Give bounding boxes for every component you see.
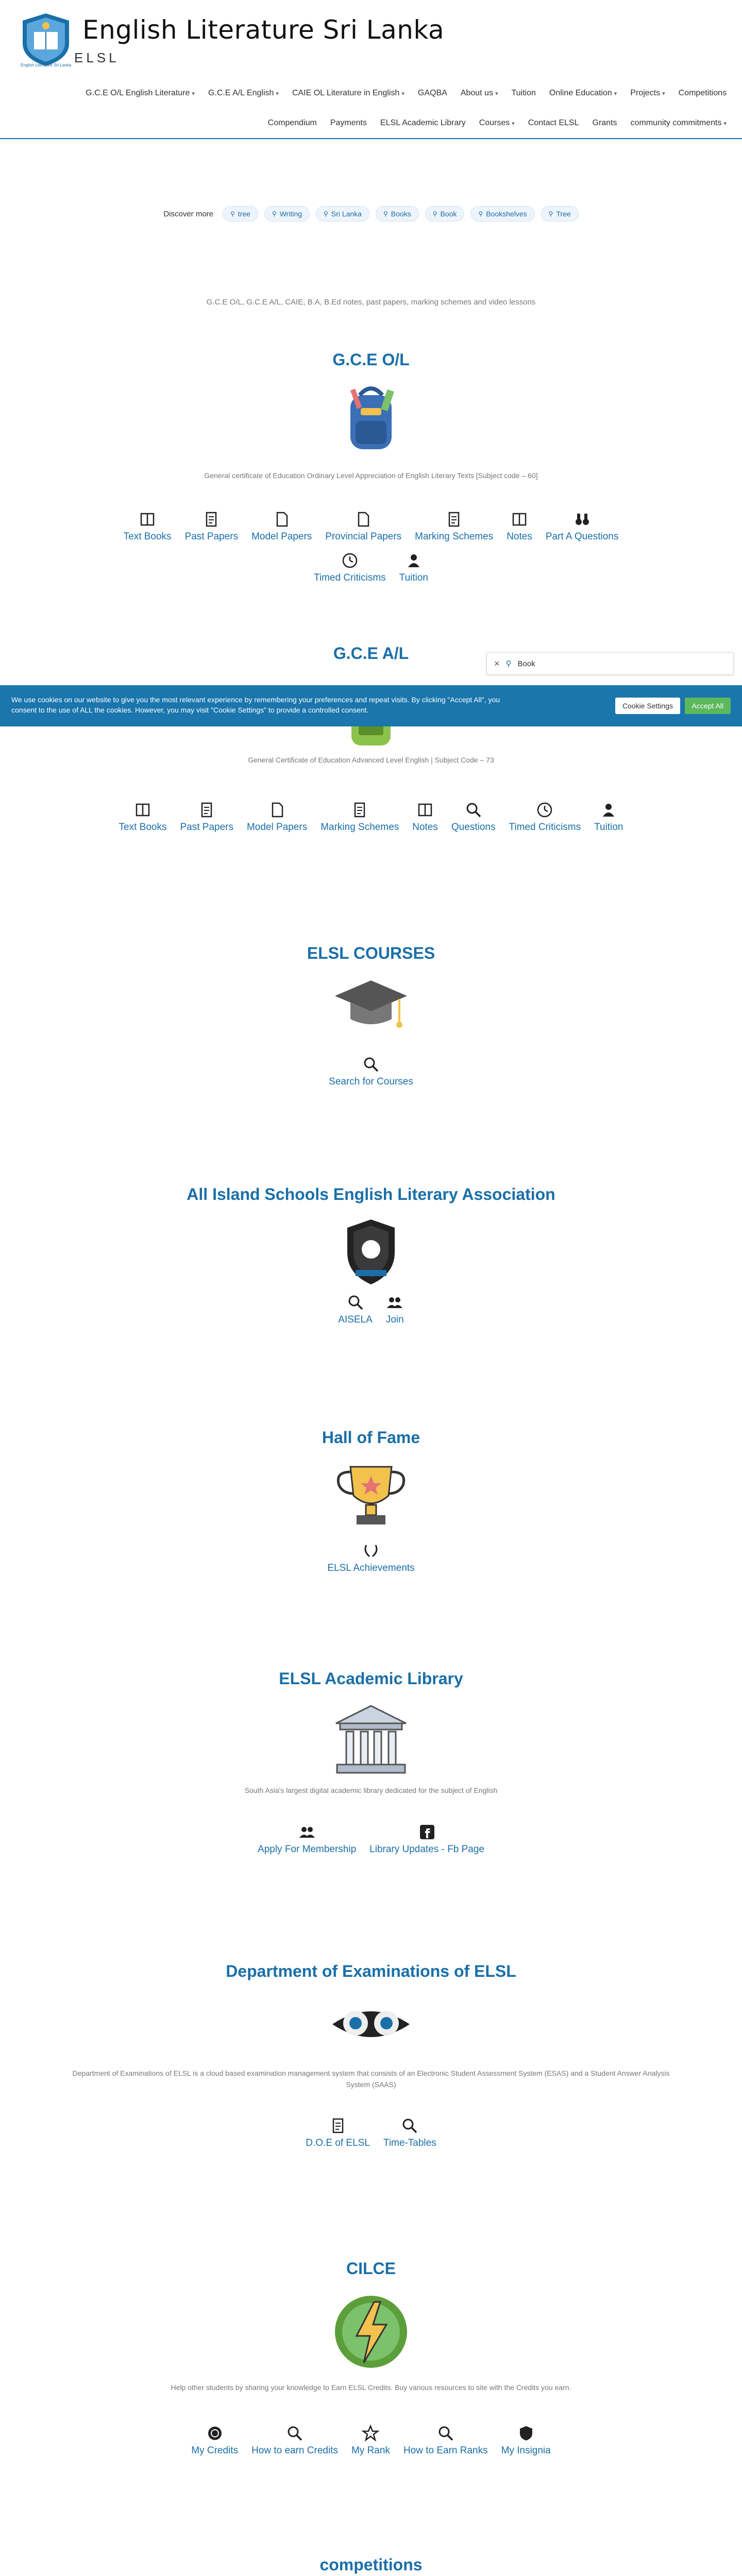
nav-item-label: community commitments bbox=[630, 118, 722, 127]
link-label: How to earn Credits bbox=[251, 2445, 338, 2456]
nav-item-g-c-e-o-l-english-literature[interactable] bbox=[86, 89, 195, 98]
close-icon[interactable]: × bbox=[494, 658, 500, 669]
nav-item-label: GAQBA bbox=[417, 89, 447, 97]
link-model-papers[interactable] bbox=[247, 801, 307, 833]
link-label: Past Papers bbox=[180, 822, 233, 833]
discover-pill-label: Bookshelves bbox=[486, 210, 527, 218]
section-gce-al bbox=[0, 644, 742, 833]
nav-item-label: Courses bbox=[479, 118, 510, 127]
link-notes[interactable] bbox=[412, 801, 438, 833]
search-icon: ⚲ bbox=[272, 210, 277, 217]
cookie-banner bbox=[0, 685, 742, 726]
link-label: Tuition bbox=[399, 572, 428, 583]
link-model-papers[interactable] bbox=[251, 511, 312, 543]
discover-pill[interactable] bbox=[316, 206, 369, 222]
link-label: Tuition bbox=[594, 822, 623, 833]
nav-item-compendium[interactable] bbox=[268, 118, 317, 128]
chevron-down-icon: ▾ bbox=[614, 90, 617, 97]
section-desc: General Certificate of Education Advanced Level English | Subject Code – 73 bbox=[248, 756, 494, 764]
binoc-icon bbox=[574, 511, 591, 528]
shield-icon bbox=[517, 2425, 535, 2442]
link-tuition[interactable] bbox=[399, 552, 428, 584]
book-icon bbox=[134, 801, 151, 819]
nav-item-label: ELSL Academic Library bbox=[380, 118, 466, 127]
section-desc: Department of Examinations of ELSL is a cloud based examination management system that consists of an Electronic Student Assessment System (ESAS) and a Student Answer Analysis System (SAAS) bbox=[72, 2069, 670, 2089]
paper-icon bbox=[203, 511, 220, 528]
link-label: D.O.E of ELSL bbox=[306, 2138, 370, 2148]
coin-icon bbox=[206, 2425, 224, 2442]
search-icon: ⚲ bbox=[432, 210, 437, 217]
paper-icon bbox=[329, 2117, 347, 2134]
discover-pill[interactable] bbox=[376, 206, 419, 222]
link-search-for-courses[interactable] bbox=[329, 1056, 413, 1088]
section-gce-ol bbox=[0, 350, 742, 584]
chevron-down-icon: ▾ bbox=[192, 90, 195, 97]
link-label: Join bbox=[385, 1314, 404, 1325]
link-questions[interactable] bbox=[451, 801, 496, 833]
gce-ol-links bbox=[88, 511, 654, 584]
aisela-links bbox=[0, 1294, 742, 1326]
discover-more-top bbox=[0, 206, 742, 222]
nav-item-payments[interactable] bbox=[330, 118, 367, 128]
link-label: Apply For Membership bbox=[258, 1844, 357, 1855]
paper-icon bbox=[198, 801, 215, 819]
link-label: ELSL Achievements bbox=[327, 1563, 415, 1573]
link-label: Past Papers bbox=[184, 531, 239, 542]
nav-item-label: CAIE OL Literature in English bbox=[292, 89, 400, 97]
gce-al-links bbox=[0, 801, 742, 833]
discover-pill[interactable] bbox=[470, 206, 534, 222]
search-icon bbox=[362, 1056, 380, 1073]
link-past-papers[interactable] bbox=[180, 801, 233, 833]
link-my-insignia[interactable] bbox=[501, 2425, 551, 2456]
book-icon bbox=[139, 511, 156, 528]
book-icon bbox=[511, 511, 528, 528]
nav-item-contact-elsl[interactable] bbox=[528, 118, 579, 128]
link-label: Text Books bbox=[123, 531, 172, 542]
link-text-books[interactable] bbox=[119, 801, 167, 833]
link-part-a-questions[interactable] bbox=[546, 511, 619, 543]
doe-links bbox=[0, 2117, 742, 2149]
link-apply-for-membership[interactable] bbox=[258, 1823, 356, 1855]
discover-pill-label: Writing bbox=[279, 210, 302, 218]
link-label: Notes bbox=[412, 822, 438, 833]
discover-pill-label: tree bbox=[238, 210, 250, 218]
nav-item-about-us[interactable] bbox=[461, 89, 498, 98]
search-icon: ⚲ bbox=[230, 210, 235, 217]
link-marking-schemes[interactable] bbox=[321, 801, 399, 833]
paper-icon bbox=[351, 801, 368, 819]
search-chip-text: Book bbox=[517, 659, 535, 668]
section-competitions bbox=[0, 2555, 742, 2576]
discover-more-label: Discover more bbox=[163, 209, 213, 218]
nav-item-label: G.C.E O/L English Literature bbox=[86, 89, 190, 97]
search-icon bbox=[437, 2425, 454, 2442]
link-marking-schemes[interactable] bbox=[415, 511, 493, 543]
discover-pill-label: Books bbox=[391, 210, 411, 218]
site-header bbox=[0, 0, 742, 139]
chevron-down-icon: ▾ bbox=[495, 90, 498, 97]
section-title: Hall of Fame bbox=[322, 1428, 420, 1447]
chevron-down-icon: ▾ bbox=[662, 90, 665, 97]
link-past-papers[interactable] bbox=[185, 511, 239, 543]
cookie-settings-button[interactable]: Cookie Settings bbox=[615, 698, 680, 714]
nav-item-label: Contact ELSL bbox=[528, 118, 579, 127]
nav-item-courses[interactable] bbox=[479, 118, 515, 128]
discover-pill-label: Book bbox=[440, 210, 457, 218]
courses-links bbox=[0, 1056, 742, 1088]
link-tuition[interactable] bbox=[594, 801, 623, 833]
link-label: How to Earn Ranks bbox=[403, 2445, 488, 2456]
section-desc: South Asia's largest digital academic library dedicated for the subject of English bbox=[244, 1786, 498, 1794]
header-divider bbox=[0, 138, 742, 139]
chevron-down-icon: ▾ bbox=[512, 120, 515, 127]
nav-item-label: About us bbox=[460, 89, 493, 97]
nav-item-label: Compendium bbox=[267, 118, 317, 127]
star-icon bbox=[362, 2425, 379, 2442]
section-hall-of-fame bbox=[0, 1428, 742, 1574]
discover-pill[interactable] bbox=[223, 206, 258, 222]
laurel-icon bbox=[362, 1542, 380, 1560]
link-timed-criticisms[interactable] bbox=[509, 801, 581, 833]
nav-item-community-commitments[interactable] bbox=[631, 118, 727, 128]
clock-icon bbox=[536, 801, 553, 819]
link-notes[interactable] bbox=[507, 511, 532, 543]
search-icon: ⚲ bbox=[478, 210, 483, 217]
link-label: Model Papers bbox=[246, 822, 308, 833]
section-title: All Island Schools English Literary Association bbox=[187, 1185, 555, 1204]
discover-pill-label: Sri Lanka bbox=[331, 210, 362, 218]
link-my-rank[interactable] bbox=[351, 2425, 390, 2456]
users-icon bbox=[386, 1294, 403, 1311]
chevron-down-icon: ▾ bbox=[276, 90, 279, 97]
section-desc: Help other students by sharing your knowledge to Earn ELSL Credits. Buy various resources to site with the Credits you earn. bbox=[171, 2383, 571, 2392]
owl-eyes-icon bbox=[327, 1993, 415, 2055]
section-title: ELSL COURSES bbox=[307, 944, 435, 962]
section-doe bbox=[0, 1962, 742, 2149]
nav-item-label: Tuition bbox=[511, 89, 536, 97]
person-icon bbox=[600, 801, 617, 819]
link-label: Marking Schemes bbox=[415, 531, 494, 542]
link-label: Questions bbox=[451, 822, 496, 833]
section-cilce bbox=[0, 2259, 742, 2456]
primary-nav bbox=[86, 89, 727, 98]
nav-item-online-education[interactable] bbox=[549, 89, 617, 98]
site-subtitle: ELSL bbox=[74, 49, 120, 65]
link-elsl-achievements[interactable] bbox=[327, 1542, 414, 1574]
doc-icon bbox=[355, 511, 372, 528]
link-label: Marking Schemes bbox=[321, 822, 399, 833]
accept-all-button[interactable]: Accept All bbox=[685, 698, 731, 714]
section-title: CILCE bbox=[346, 2259, 396, 2278]
search-icon: ⚲ bbox=[548, 210, 553, 217]
link-how-to-earn-credits[interactable] bbox=[251, 2425, 338, 2456]
nav-item-tuition[interactable] bbox=[511, 89, 535, 98]
link-how-to-earn-ranks[interactable] bbox=[403, 2425, 488, 2456]
site-title[interactable]: English Literature Sri Lanka bbox=[82, 14, 445, 45]
search-icon: ⚲ bbox=[383, 210, 388, 217]
search-icon bbox=[347, 1294, 364, 1311]
search-icon bbox=[286, 2425, 303, 2442]
section-title: G.C.E O/L bbox=[332, 350, 410, 369]
section-library bbox=[0, 1669, 742, 1855]
nav-item-label: Grants bbox=[592, 118, 617, 127]
nav-item-label: Online Education bbox=[549, 89, 612, 97]
link-label: Provincial Papers bbox=[325, 531, 402, 542]
link-d-o-e-of-elsl[interactable] bbox=[306, 2117, 370, 2149]
doc-icon bbox=[268, 801, 286, 819]
nav-item-grants[interactable] bbox=[593, 118, 617, 128]
link-label: My Rank bbox=[351, 2445, 390, 2456]
section-title: Department of Examinations of ELSL bbox=[226, 1962, 516, 1980]
link-label: Time-Tables bbox=[383, 2138, 436, 2148]
brand[interactable] bbox=[18, 11, 444, 69]
person-icon bbox=[405, 552, 423, 569]
paper-icon bbox=[445, 511, 463, 528]
search-icon bbox=[465, 801, 482, 819]
link-label: My Credits bbox=[191, 2445, 239, 2456]
chevron-down-icon: ▾ bbox=[723, 120, 727, 127]
secondary-nav bbox=[268, 118, 727, 128]
nav-item-label: Payments bbox=[330, 118, 367, 127]
link-time-tables[interactable] bbox=[383, 2117, 436, 2149]
section-title: G.C.E A/L bbox=[333, 644, 409, 663]
section-aisela bbox=[0, 1185, 742, 1326]
section-courses bbox=[0, 944, 742, 1088]
hall-of-fame-links bbox=[0, 1542, 742, 1574]
graduation-cap-icon bbox=[332, 975, 410, 1037]
section-desc: General certificate of Education Ordinary Level Appreciation of English Literary Texts [Subject code – 60] bbox=[204, 471, 538, 480]
nav-item-label: Competitions bbox=[678, 89, 727, 97]
nav-item-elsl-academic-library[interactable] bbox=[380, 118, 466, 128]
link-label: Library Updates - Fb Page bbox=[369, 1844, 484, 1855]
discover-pill[interactable] bbox=[541, 206, 579, 222]
link-label: My Insignia bbox=[501, 2445, 551, 2456]
cilce-links bbox=[0, 2425, 742, 2456]
nav-item-gaqba[interactable] bbox=[418, 89, 447, 98]
search-icon: ⚲ bbox=[324, 210, 328, 217]
site-logo[interactable] bbox=[18, 11, 74, 69]
discover-pill[interactable] bbox=[425, 206, 465, 222]
nav-item-label: Projects bbox=[630, 89, 661, 97]
book-icon bbox=[416, 801, 434, 819]
intro-note: G.C.E O/L, G.C.E A/L, CAIE, B.A, B.Ed notes, past papers, marking schemes and video lessons bbox=[206, 298, 536, 307]
link-my-credits[interactable] bbox=[191, 2425, 238, 2456]
link-label: AISELA bbox=[338, 1314, 373, 1325]
fb-icon bbox=[418, 1823, 436, 1841]
nav-item-competitions[interactable] bbox=[679, 89, 727, 98]
library-links bbox=[0, 1823, 742, 1855]
link-label: Text Books bbox=[119, 822, 167, 833]
link-text-books[interactable] bbox=[124, 511, 172, 543]
link-label: Timed Criticisms bbox=[313, 572, 386, 583]
cookie-text: We use cookies on our website to give you the most relevant experience by remembering your preferences and repeat visits. By clicking "Accept All", you consent to the use of ALL the cookies. However, you may visit "Cookie Settings" to provide a controlled consent. bbox=[11, 696, 500, 714]
link-label: Timed Criticisms bbox=[509, 822, 581, 833]
search-icon: ⚲ bbox=[505, 659, 512, 668]
discover-pill[interactable] bbox=[264, 206, 310, 222]
backpack-icon bbox=[335, 380, 407, 457]
crest-icon bbox=[340, 1216, 402, 1289]
discover-pill-label: Tree bbox=[556, 210, 571, 218]
clock-icon bbox=[341, 552, 359, 569]
link-label: Part A Questions bbox=[545, 531, 619, 542]
nav-item-projects[interactable] bbox=[630, 89, 665, 98]
logo-tagline: English Literature Sri Lanka bbox=[20, 63, 72, 67]
link-aisela[interactable] bbox=[338, 1294, 373, 1326]
library-building-icon bbox=[330, 1701, 412, 1778]
link-label: Model Papers bbox=[251, 531, 312, 542]
nav-item-g-c-e-a-l-english[interactable] bbox=[208, 89, 279, 98]
users-icon bbox=[298, 1823, 316, 1841]
section-title: competitions bbox=[319, 2555, 423, 2574]
search-icon bbox=[401, 2117, 418, 2134]
chevron-down-icon: ▾ bbox=[401, 90, 404, 97]
link-label: Search for Courses bbox=[329, 1076, 413, 1087]
lightning-coin-icon bbox=[330, 2291, 412, 2373]
section-title: ELSL Academic Library bbox=[279, 1669, 463, 1688]
nav-item-caie-ol-literature-in-english[interactable] bbox=[292, 89, 404, 98]
link-library-updates-fb-page[interactable] bbox=[369, 1823, 484, 1855]
trophy-icon bbox=[330, 1460, 412, 1532]
link-label: Notes bbox=[507, 531, 532, 542]
link-provincial-papers[interactable] bbox=[325, 511, 401, 543]
link-timed-criticisms[interactable] bbox=[314, 552, 386, 584]
doc-icon bbox=[273, 511, 291, 528]
nav-item-label: G.C.E A/L English bbox=[208, 89, 274, 97]
link-join[interactable] bbox=[386, 1294, 404, 1326]
